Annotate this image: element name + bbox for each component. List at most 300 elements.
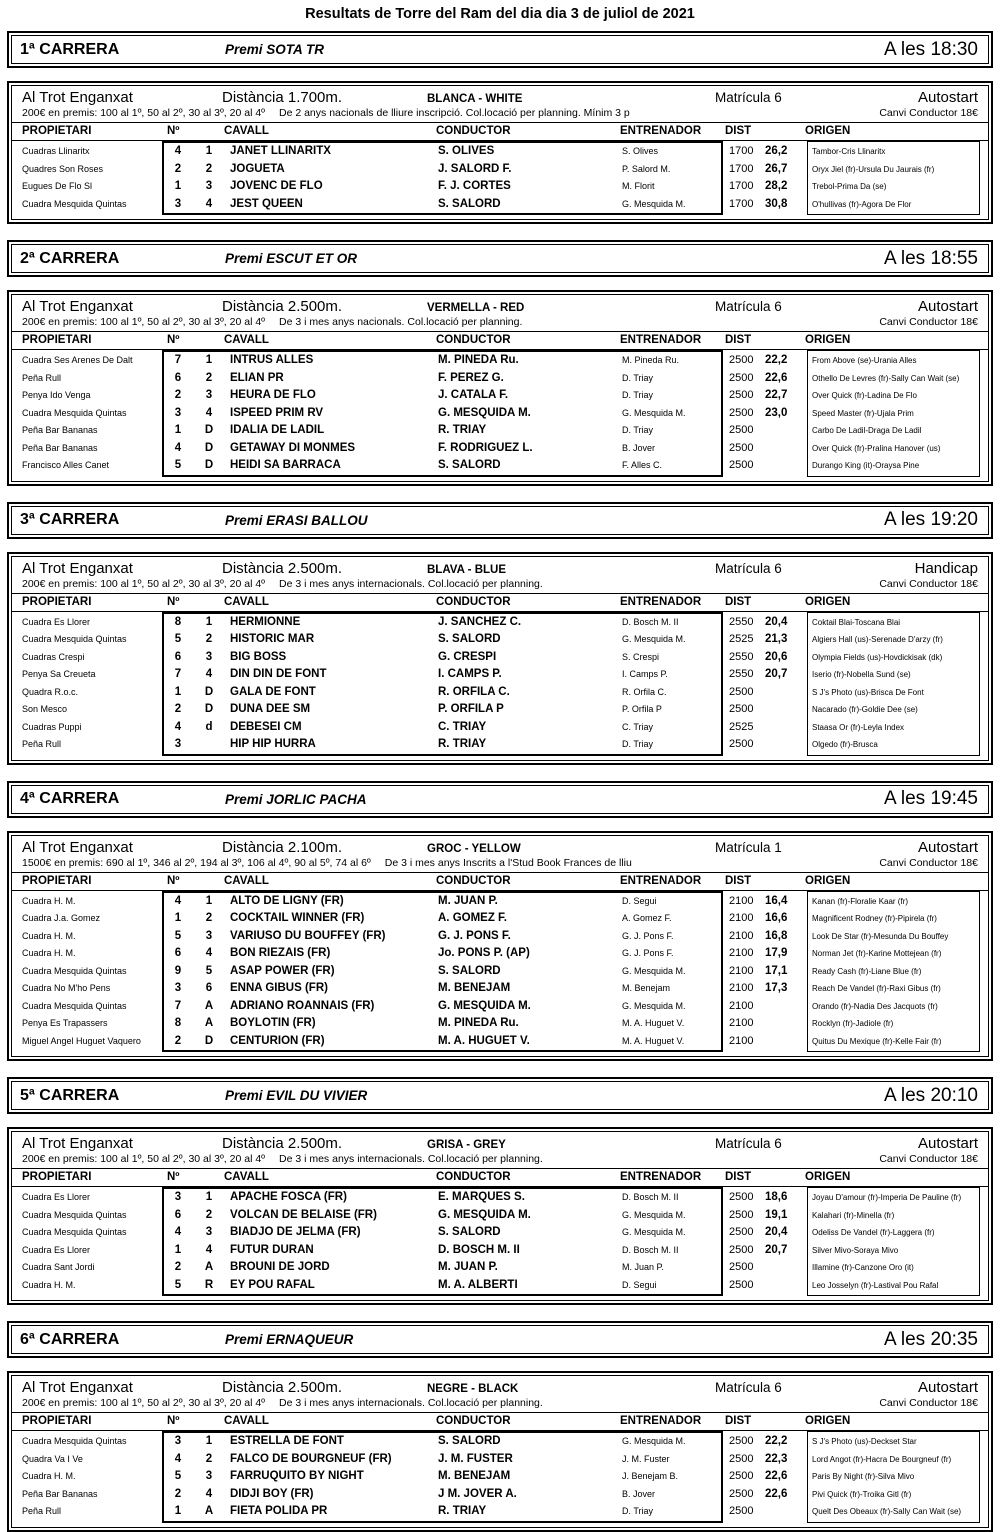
- prize-breakdown: 200€ en premis: 100 al 1º, 50 al 2º, 30 al 3º, 20 al 4º: [22, 1153, 265, 1165]
- record-cell: 22,3: [765, 1452, 788, 1465]
- dist-column: [723, 1187, 763, 1296]
- table-row: [164, 1189, 721, 1207]
- dist-cell: 2100: [729, 912, 754, 924]
- race-section: [7, 240, 993, 486]
- col-header-dist: DIST: [725, 595, 752, 608]
- propietari-cell: Peña Rull: [22, 372, 62, 383]
- prize-breakdown: 200€ en premis: 100 al 1º, 50 al 2º, 30 al 3º, 20 al 4º: [22, 577, 265, 590]
- horse-number: 4: [174, 145, 182, 157]
- col-header-dist: DIST: [725, 874, 752, 887]
- finish-position: 3: [205, 929, 213, 942]
- horse-column-box: [162, 1187, 723, 1296]
- origen-cell: Quitus Du Mexique (fr)-Kelle Fair (fr): [812, 1036, 942, 1046]
- race-color: GROC - YELLOW: [427, 842, 521, 855]
- prize-breakdown: 200€ en premis: 100 al 1º, 50 al 2º, 30 al 3º, 20 al 4º: [22, 1397, 265, 1409]
- dist-cell: 2500: [729, 1208, 754, 1221]
- race-section: [7, 781, 993, 1062]
- col-header-dist: DIST: [725, 1171, 752, 1183]
- horse-number: 5: [174, 1470, 182, 1482]
- record-cell: [763, 1277, 807, 1295]
- race-body: [7, 1127, 993, 1305]
- propietari-cell: Cuadra Es Llorer: [22, 1244, 91, 1255]
- table-row: [164, 1242, 721, 1260]
- dist-cell: 1700: [729, 180, 754, 192]
- race-conditions-row: [12, 107, 988, 123]
- propietari-cell: Penya Es Trapassers: [22, 1018, 108, 1028]
- horse-number: 1: [174, 1505, 182, 1517]
- origen-cell: Lord Angot (fr)-Hacra De Bourgneuf (fr): [812, 1454, 952, 1464]
- conductor-name: R. TRIAY: [438, 1505, 487, 1517]
- col-header-propietari: PROPIETARI: [22, 1415, 92, 1427]
- origen-cell: Paris By Night (fr)-Silva Mivo: [812, 1472, 915, 1481]
- origen-cell: Quelt Des Obeaux (fr)-Sally Can Wait (se): [812, 1507, 962, 1516]
- table-row: [164, 631, 721, 649]
- horse-name: JOGUETA: [230, 162, 285, 175]
- dist-cell: 2500: [729, 1435, 754, 1447]
- horse-number: 6: [174, 650, 182, 663]
- record-cell: 22,7: [765, 389, 788, 401]
- entrenador-name: M. Benejam: [622, 983, 671, 993]
- finish-position: 1: [205, 145, 213, 157]
- horse-name: JOVENC DE FLO: [230, 180, 323, 192]
- race-matricula: Matrícula 6: [715, 560, 782, 576]
- finish-position: A: [204, 999, 214, 1012]
- origen-cell: Look De Star (fr)-Mesunda Du Bouffey: [812, 931, 949, 941]
- race-matricula: Matrícula 6: [715, 1136, 782, 1151]
- horse-number: 7: [174, 999, 182, 1012]
- record-cell: 17,1: [765, 964, 788, 977]
- col-header-cavall: CAVALL: [224, 1415, 269, 1427]
- race-matricula: Matrícula 6: [715, 299, 782, 314]
- table-row: [164, 998, 721, 1016]
- entrenador-name: A. Gomez F.: [622, 913, 672, 923]
- dist-cell: 2500: [729, 406, 754, 419]
- column-header-row: [12, 1413, 988, 1431]
- record-cell: 20,7: [765, 668, 788, 680]
- entrenador-name: G. Mesquida M.: [622, 407, 686, 418]
- horse-number: 3: [174, 1191, 182, 1203]
- start-type: Autostart: [917, 1379, 978, 1396]
- finish-position: 3: [205, 650, 213, 663]
- col-header-cavall: CAVALL: [224, 1171, 269, 1183]
- propietari-cell: Cuadra Ses Arenes De Dalt: [22, 355, 133, 365]
- record-column: [763, 891, 807, 1053]
- origen-cell: O'hullivas (fr)-Agora De Flor: [812, 199, 912, 209]
- record-column: [763, 612, 807, 756]
- dist-cell: 2100: [729, 929, 754, 942]
- race-number: 3ª CARRERA: [20, 511, 120, 528]
- horse-name: DIN DIN DE FONT: [230, 668, 327, 680]
- origen-cell: Kanan (fr)-Floralie Kaar (fr): [812, 896, 909, 906]
- conductor-name: M. PINEDA Ru.: [438, 1017, 519, 1029]
- origen-cell: Durango King (it)-Oraysa Pine: [812, 461, 920, 470]
- col-header-origen: ORIGEN: [805, 125, 851, 137]
- entrenador-name: D. Bosch M. II: [622, 1192, 679, 1202]
- col-header-entrenador: ENTRENADOR: [620, 1415, 702, 1427]
- propietari-column: [12, 612, 162, 756]
- race-matricula: Matrícula 1: [715, 839, 782, 855]
- dist-cell: 2500: [729, 685, 754, 698]
- horse-name: IDALIA DE LADIL: [230, 424, 325, 436]
- origen-cell: Over Quick (fr)-Pralina Hanover (us): [812, 443, 941, 453]
- race-premi: Premi ESCUT ET OR: [225, 251, 358, 266]
- table-row: [164, 649, 721, 667]
- prize-breakdown: 200€ en premis: 100 al 1º, 50 al 2º, 30 al 3º, 20 al 4º: [22, 107, 265, 119]
- race-info-row: [12, 1132, 988, 1153]
- conductor-name: S. SALORD: [438, 197, 501, 210]
- col-header-num: Nº: [167, 125, 180, 137]
- horse-name: BOYLOTIN (FR): [230, 1017, 316, 1029]
- dist-cell: 2525: [729, 633, 754, 645]
- finish-position: 2: [205, 162, 213, 175]
- table-row: [164, 1207, 721, 1225]
- race-premi: Premi SOTA TR: [225, 42, 325, 57]
- column-header-row: [12, 123, 988, 141]
- horse-number: 2: [174, 389, 182, 401]
- dist-cell: 2500: [729, 1191, 754, 1203]
- page-title: Resultats de Torre del Ram del dia dia 3 de juliol de 2021: [305, 6, 695, 22]
- column-header-row: [12, 594, 988, 612]
- origen-cell: Illamine (fr)-Canzone Oro (it): [812, 1263, 914, 1272]
- horse-name: HISTORIC MAR: [230, 633, 315, 645]
- finish-position: 3: [205, 180, 213, 192]
- race-header: [7, 781, 993, 818]
- horse-name: HEURA DE FLO: [230, 389, 316, 401]
- propietari-cell: Eugues De Flo Sl: [22, 181, 93, 191]
- table-row: [164, 701, 721, 719]
- horse-number: 1: [174, 685, 182, 698]
- horse-number: 5: [174, 1278, 182, 1291]
- entrenador-name: P. Orfila P: [622, 704, 662, 714]
- race-conditions: De 3 i mes anys nacionals. Col.locació per planning.: [279, 316, 523, 328]
- table-row: [164, 143, 721, 161]
- race-color: BLANCA - WHITE: [427, 93, 523, 105]
- dist-cell: 2100: [729, 1017, 754, 1029]
- start-type: Handicap: [914, 559, 978, 577]
- race-conditions: De 3 i mes anys internacionals. Col.locació per planning.: [279, 577, 543, 590]
- conductor-name: D. BOSCH M. II: [438, 1243, 520, 1256]
- finish-position: d: [205, 720, 213, 733]
- finish-position: 4: [205, 668, 213, 680]
- propietari-cell: Quadra Va I Ve: [22, 1453, 83, 1464]
- horse-number: 1: [174, 912, 182, 924]
- horse-name: VOLCAN DE BELAISE (FR): [230, 1208, 377, 1221]
- finish-position: D: [204, 685, 214, 698]
- race-distance: Distància 2.500m.: [222, 559, 343, 577]
- conductor-name: C. TRIAY: [438, 720, 487, 733]
- race-conditions: De 3 i mes anys Inscrits a l'Stud Book Frances de lliu: [384, 856, 632, 869]
- race-body: [7, 831, 993, 1062]
- conductor-name: M. JUAN P.: [438, 1261, 498, 1273]
- finish-position: 4: [205, 406, 213, 419]
- race-time: A les 19:20: [883, 509, 978, 530]
- race-conditions-row: [12, 1397, 988, 1413]
- race-info-row: [12, 1376, 988, 1397]
- table-row: [164, 1015, 721, 1033]
- dist-cell: 2500: [729, 738, 754, 750]
- entrenador-name: J. M. Fuster: [622, 1453, 670, 1464]
- table-row: [164, 457, 721, 475]
- origen-cell: S J's Photo (us)-Deckset Star: [812, 1437, 917, 1446]
- propietari-cell: Cuadra H. M.: [22, 930, 76, 941]
- race-number: 5ª CARRERA: [20, 1086, 120, 1104]
- propietari-cell: Quadres Son Roses: [22, 163, 104, 174]
- conductor-name: S. SALORD: [438, 964, 501, 977]
- table-row: [164, 178, 721, 196]
- propietari-cell: Cuadra Mesquida Quintas: [22, 1227, 127, 1237]
- race-premi: Premi ERNAQUEUR: [225, 1332, 354, 1347]
- propietari-cell: Francisco Alles Canet: [22, 460, 110, 470]
- race-premi: Premi EVIL DU VIVIER: [225, 1088, 368, 1103]
- horse-number: 8: [174, 1017, 182, 1029]
- origen-column-box: [807, 350, 980, 477]
- entrenador-name: D. Segui: [622, 1279, 657, 1290]
- entries-table: [12, 350, 988, 481]
- propietari-cell: Cuadra Mesquida Quintas: [22, 1209, 127, 1220]
- dist-cell: 2550: [729, 668, 754, 680]
- entrenador-name: G. J. Pons F.: [622, 930, 674, 941]
- conductor-name: J M. JOVER A.: [438, 1487, 517, 1500]
- finish-position: 5: [205, 964, 213, 977]
- col-header-num: Nº: [167, 1415, 180, 1427]
- conductor-name: M. BENEJAM: [438, 1470, 511, 1482]
- col-header-propietari: PROPIETARI: [22, 125, 92, 137]
- col-header-propietari: PROPIETARI: [22, 874, 92, 887]
- record-cell: [763, 736, 807, 754]
- driver-change-fee: Canvi Conductor 18€: [879, 577, 978, 590]
- finish-position: 2: [205, 633, 213, 645]
- col-header-dist: DIST: [725, 125, 752, 137]
- horse-name: DIDJI BOY (FR): [230, 1487, 314, 1500]
- propietari-column: [12, 1187, 162, 1296]
- finish-position: 2: [205, 1208, 213, 1221]
- horse-name: ENNA GIBUS (FR): [230, 982, 328, 994]
- conductor-name: F. PEREZ G.: [438, 371, 504, 384]
- record-cell: 17,3: [765, 982, 788, 994]
- race-color: VERMELLA - RED: [427, 302, 525, 314]
- col-header-propietari: PROPIETARI: [22, 595, 92, 608]
- dist-cell: 2500: [729, 441, 754, 454]
- horse-number: 2: [174, 1034, 182, 1047]
- conductor-name: Jo. PONS P. (AP): [438, 947, 530, 959]
- race-section: [7, 31, 993, 224]
- prize-breakdown: 200€ en premis: 100 al 1º, 50 al 2º, 30 al 3º, 20 al 4º: [22, 316, 265, 328]
- horse-number: 1: [174, 1243, 182, 1256]
- dist-column: [723, 891, 763, 1053]
- table-row: [164, 963, 721, 981]
- table-row: [164, 736, 721, 754]
- col-header-dist: DIST: [725, 1415, 752, 1427]
- table-row: [164, 928, 721, 946]
- entrenador-name: G. Mesquida M.: [622, 198, 686, 209]
- record-cell: [763, 1015, 807, 1033]
- dist-cell: 2525: [729, 720, 754, 733]
- horse-name: ELIAN PR: [230, 371, 284, 384]
- horse-name: JEST QUEEN: [230, 197, 303, 210]
- conductor-name: M. A. HUGUET V.: [438, 1034, 530, 1047]
- horse-number: 2: [174, 1261, 182, 1273]
- race-time: A les 18:30: [883, 38, 978, 60]
- origen-cell: Staasa Or (fr)-Leyla Index: [812, 722, 905, 732]
- origen-cell: Rocklyn (fr)-Jadiole (fr): [812, 1019, 894, 1028]
- finish-position: 1: [205, 1435, 213, 1447]
- col-header-entrenador: ENTRENADOR: [620, 874, 702, 887]
- race-distance: Distància 2.100m.: [222, 838, 343, 856]
- horse-number: 4: [174, 1226, 182, 1238]
- col-header-conductor: CONDUCTOR: [436, 874, 511, 887]
- record-cell: 16,4: [765, 894, 788, 907]
- horse-name: BIADJO DE JELMA (FR): [230, 1226, 361, 1238]
- table-row: [164, 1224, 721, 1242]
- races-container: [7, 31, 993, 1532]
- origen-cell: Tambor-Cris Llinaritx: [812, 147, 886, 156]
- driver-change-fee: Canvi Conductor 18€: [879, 316, 978, 328]
- col-header-origen: ORIGEN: [805, 1415, 851, 1427]
- propietari-cell: Cuadras Llinaritx: [22, 146, 90, 156]
- race-distance: Distància 2.500m.: [222, 298, 343, 315]
- conductor-name: M. JUAN P.: [438, 894, 498, 907]
- dist-cell: 1700: [729, 162, 754, 175]
- finish-position: A: [204, 1017, 214, 1029]
- race-header: [7, 1077, 993, 1114]
- horse-number: 3: [174, 406, 182, 419]
- entrenador-name: M. Juan P.: [622, 1262, 664, 1272]
- record-cell: 23,0: [765, 406, 788, 419]
- table-row: [164, 980, 721, 998]
- col-header-entrenador: ENTRENADOR: [620, 1171, 702, 1183]
- horse-name: VARIUSO DU BOUFFEY (FR): [230, 929, 386, 942]
- horse-number: 4: [174, 1452, 182, 1465]
- race-body: [7, 81, 993, 224]
- race-conditions-row: [12, 1153, 988, 1169]
- conductor-name: R. ORFILA C.: [438, 685, 510, 698]
- record-column: [763, 141, 807, 215]
- origen-cell: From Above (se)-Urania Alles: [812, 356, 917, 365]
- horse-number: 5: [174, 633, 182, 645]
- record-cell: 17,9: [765, 947, 788, 959]
- propietari-column: [12, 350, 162, 477]
- table-row: [164, 161, 721, 179]
- origen-cell: Reach De Vandel (fr)-Raxi Gibus (fr): [812, 984, 941, 993]
- race-color: NEGRE - BLACK: [427, 1383, 519, 1395]
- horse-number: 7: [174, 354, 182, 366]
- table-row: [164, 614, 721, 632]
- entrenador-name: G. Mesquida M.: [622, 1209, 686, 1220]
- record-cell: [763, 998, 807, 1016]
- dist-cell: 2500: [729, 703, 754, 715]
- race-section: [7, 502, 993, 765]
- entrenador-name: B. Jover: [622, 442, 656, 453]
- conductor-name: J. CATALA F.: [438, 389, 509, 401]
- origen-cell: Joyau D'amour (fr)-Imperia De Pauline (fr): [812, 1193, 962, 1202]
- record-cell: 22,6: [765, 1487, 788, 1500]
- propietari-column: [12, 891, 162, 1053]
- race-number: 6ª CARRERA: [20, 1330, 120, 1348]
- entrenador-name: G. Mesquida M.: [622, 1000, 686, 1011]
- horse-name: DEBESEI CM: [230, 720, 302, 733]
- finish-position: D: [204, 424, 214, 436]
- conductor-name: A. GOMEZ F.: [438, 912, 507, 924]
- finish-position: 4: [205, 1487, 213, 1500]
- dist-cell: 2500: [729, 1226, 754, 1238]
- col-header-conductor: CONDUCTOR: [436, 125, 511, 137]
- record-cell: 22,2: [765, 1435, 788, 1447]
- table-row: [164, 387, 721, 405]
- col-header-propietari: PROPIETARI: [22, 334, 92, 346]
- entrenador-name: D. Bosch M. II: [622, 1244, 679, 1255]
- horse-name: HEIDI SA BARRACA: [230, 459, 341, 471]
- col-header-conductor: CONDUCTOR: [436, 595, 511, 608]
- race-number: 1ª CARRERA: [20, 40, 120, 58]
- table-row: [164, 422, 721, 440]
- start-type: Autostart: [917, 89, 978, 106]
- entrenador-name: I. Camps P.: [622, 669, 668, 679]
- horse-number: 5: [174, 459, 182, 471]
- start-type: Autostart: [917, 838, 978, 856]
- col-header-entrenador: ENTRENADOR: [620, 125, 702, 137]
- table-row: [164, 352, 721, 370]
- race-color: BLAVA - BLUE: [427, 563, 507, 576]
- conductor-name: S. SALORD: [438, 1226, 501, 1238]
- race-premi: Premi JORLIC PACHA: [225, 791, 367, 807]
- propietari-cell: Cuadra H. M.: [22, 1471, 76, 1481]
- horse-name: FIETA POLIDA PR: [230, 1505, 328, 1517]
- horse-number: 4: [174, 441, 182, 454]
- record-cell: 26,2: [765, 145, 788, 157]
- col-header-num: Nº: [167, 1171, 180, 1183]
- dist-cell: 2100: [729, 964, 754, 977]
- col-header-origen: ORIGEN: [805, 1171, 851, 1183]
- horse-name: HIP HIP HURRA: [230, 738, 316, 750]
- entrenador-name: R. Orfila C.: [622, 686, 667, 697]
- horse-column-box: [162, 891, 723, 1053]
- race-section: [7, 1321, 993, 1532]
- origen-cell: Magnificent Rodney (fr)-Pipirela (fr): [812, 914, 937, 923]
- entrenador-name: G. Mesquida M.: [622, 634, 686, 644]
- horse-name: FARRUQUITO BY NIGHT: [230, 1470, 364, 1482]
- table-row: [164, 1451, 721, 1469]
- origen-column-box: [807, 141, 980, 215]
- dist-column: [723, 1431, 763, 1523]
- entrenador-name: M. Pineda Ru.: [622, 355, 680, 365]
- dist-cell: 2500: [729, 1505, 754, 1517]
- race-number: 2ª CARRERA: [20, 249, 120, 267]
- record-cell: [763, 440, 807, 458]
- horse-number: 2: [174, 1487, 182, 1500]
- horse-name: HERMIONNE: [230, 615, 301, 628]
- origen-cell: Iserio (fr)-Nobella Sund (se): [812, 670, 911, 679]
- propietari-cell: Cuadra Es Llorer: [22, 1192, 91, 1202]
- horse-name: COCKTAIL WINNER (FR): [230, 912, 365, 924]
- dist-column: [723, 141, 763, 215]
- horse-number: 1: [174, 180, 182, 192]
- finish-position: 1: [205, 354, 213, 366]
- propietari-cell: Cuadra Es Llorer: [22, 616, 91, 627]
- dist-cell: 2500: [729, 1243, 754, 1256]
- record-cell: [763, 1033, 807, 1051]
- table-row: [164, 1468, 721, 1486]
- race-conditions: De 3 i mes anys internacionals. Col.locació per planning.: [279, 1397, 543, 1409]
- entries-table: [12, 1431, 988, 1527]
- horse-name: EY POU RAFAL: [230, 1278, 315, 1291]
- race-distance: Distància 2.500m.: [222, 1379, 343, 1396]
- entrenador-name: F. Alles C.: [622, 460, 663, 470]
- trot-type: Al Trot Enganxat: [22, 298, 133, 315]
- race-body: [7, 552, 993, 765]
- propietari-cell: Miguel Angel Huguet Vaquero: [22, 1035, 141, 1046]
- propietari-cell: Peña Bar Bananas: [22, 442, 98, 453]
- finish-position: A: [204, 1261, 214, 1273]
